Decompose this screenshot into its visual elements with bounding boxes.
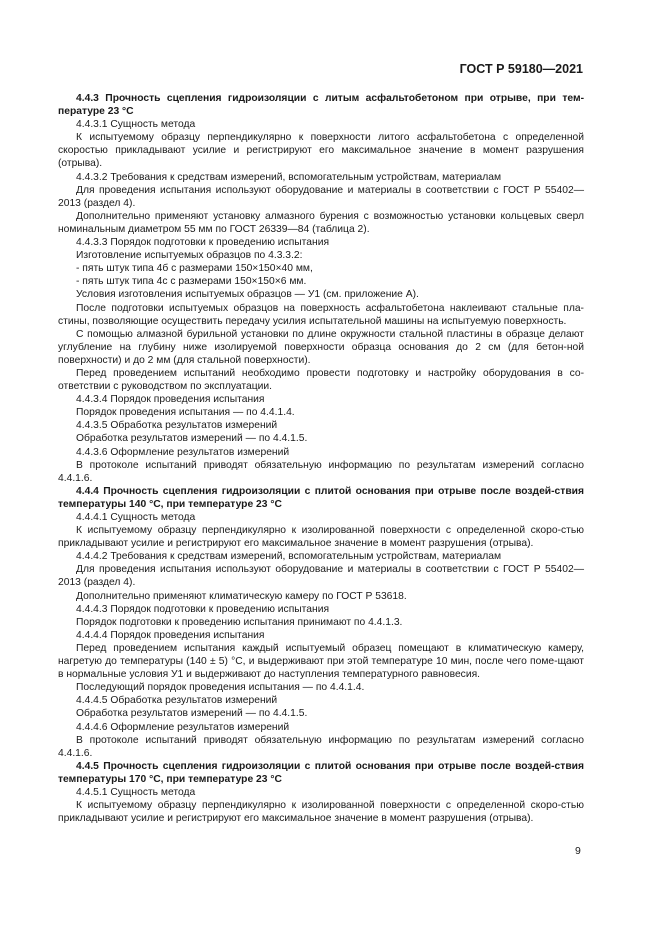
subsection-heading: 4.4.3.1 Сущность метода: [76, 119, 196, 131]
paragraph: К испытуемому образцу перпендикулярно к изолированной поверхности с определенной скоро-стью прикладывают усилие и регистрируют его максимальное значение в момент разрушения (отрыва).: [58, 800, 584, 825]
subsection-heading: 4.4.3.5 Обработка результатов измерений: [76, 420, 278, 432]
subsection-heading: 4.4.3.2 Требования к средствам измерений, вспомогательным устройствам, материалам: [76, 171, 502, 183]
paragraph: Для проведения испытания используют оборудование и материалы в соответствии с ГОСТ Р 55402—2013 (раздел 4).: [58, 184, 584, 209]
paragraph: Дополнительно применяют установку алмазного бурения с возможностью установки кольцевых сверл номинальным диаметром 55 мм по ГОСТ 26339—84 (таблица 2).: [58, 210, 584, 235]
document-body: [58, 92, 584, 825]
section-heading-4-4-5: 4.4.5 Прочность сцепления гидроизоляции с плитой основания при отрыве после воздей-ствия температуры 170 °С, при температуре 23 °С: [58, 760, 584, 785]
paragraph: Перед проведением испытаний необходимо провести подготовку и настройку оборудования в со-ответствии с руководством по эксплуатации.: [58, 367, 584, 393]
paragraph: После подготовки испытуемых образцов на поверхность асфальтобетона наклеивают стальные пла-стины, позволяющие осуществить передачу усилия испытательной машины на испытуемую поверхность.: [58, 302, 584, 327]
paragraph: Обработка результатов измерений — по 4.4.1.5.: [76, 708, 308, 720]
list-item: - пять штук типа 4с с размерами 150×150×6 мм.: [76, 276, 307, 288]
paragraph: Изготовление испытуемых образцов по 4.3.3.2:: [76, 250, 303, 262]
paragraph: В протоколе испытаний приводят обязательную информацию по результатам измерений согласно 4.4.1.6.: [58, 459, 584, 484]
subsection-heading: 4.4.4.1 Сущность метода: [76, 512, 196, 523]
subsection-heading: 4.4.4.3 Порядок подготовки к проведению испытания: [76, 603, 330, 615]
paragraph: Порядок подготовки к проведению испытания принимают по 4.4.1.3.: [76, 616, 403, 628]
paragraph: В протоколе испытаний приводят обязательную информацию по результатам измерений согласно 4.4.1.6.: [58, 734, 584, 759]
subsection-heading: 4.4.3.6 Оформление результатов измерений: [76, 446, 290, 458]
subsection-heading: 4.4.4.6 Оформление результатов измерений: [76, 721, 290, 733]
paragraph: Обработка результатов измерений — по 4.4.1.5.: [76, 433, 308, 445]
subsection-heading: 4.4.5.1 Сущность метода: [76, 786, 196, 798]
subsection-heading: 4.4.4.2 Требования к средствам измерений, вспомогательным устройствам, материалам: [76, 551, 502, 563]
paragraph: С помощью алмазной бурильной установки по длине окружности стальной пластины в образце делают углубление на глубину ниже изолируемой поверхности образца основания до 2 см (для бетон-ной поверхности) и до 2 мм (для стальной поверхности).: [58, 328, 584, 366]
paragraph: Последующий порядок проведения испытания — по 4.4.1.4.: [76, 682, 365, 694]
subsection-heading: 4.4.4.5 Обработка результатов измерений: [76, 695, 278, 707]
page-number: 9: [575, 845, 581, 857]
section-heading-4-4-3: 4.4.3 Прочность сцепления гидроизоляции с литым асфальтобетоном при отрыве, при тем-пературе 23 °С: [58, 93, 584, 118]
paragraph: Дополнительно применяют климатическую камеру по ГОСТ Р 53618.: [76, 590, 407, 602]
paragraph: Перед проведением испытания каждый испытуемый образец помещают в климатическую камеру, нагретую до температуры (140 ± 5) °С, и выдерживают при этой температуре 10 мин, после чего поме-щают в нормальные условия У1 и выдерживают до наступления температурного равновесия.: [58, 642, 584, 681]
paragraph: К испытуемому образцу перпендикулярно к поверхности литого асфальтобетона с определенной скоростью прикладывают усилие и регистрируют его максимальное значение в момент разрушения (отрыва).: [58, 132, 584, 170]
paragraph: Порядок проведения испытания — по 4.4.1.4.: [76, 407, 295, 419]
list-item: - пять штук типа 4б с размерами 150×150×40 мм,: [76, 263, 313, 275]
subsection-heading: 4.4.4.4 Порядок проведения испытания: [76, 629, 265, 641]
subsection-heading: 4.4.3.4 Порядок проведения испытания: [76, 394, 265, 406]
document-id: ГОСТ Р 59180—2021: [459, 62, 583, 76]
paragraph: К испытуемому образцу перпендикулярно к изолированной поверхности с определенной скоро-стью прикладывают усилие и регистрируют его максимальное значение в момент разрушения (отрыва).: [58, 525, 584, 550]
paragraph: Для проведения испытания используют оборудование и материалы в соответствии с ГОСТ Р 55402—2013 (раздел 4).: [58, 564, 584, 589]
paragraph: Условия изготовления испытуемых образцов — У1 (см. приложение А).: [76, 289, 419, 301]
subsection-heading: 4.4.3.3 Порядок подготовки к проведению испытания: [76, 237, 330, 249]
section-heading-4-4-4: 4.4.4 Прочность сцепления гидроизоляции с плитой основания при отрыве после воздей-ствия температуры 140 °С, при температуре 23 °С: [58, 485, 584, 510]
